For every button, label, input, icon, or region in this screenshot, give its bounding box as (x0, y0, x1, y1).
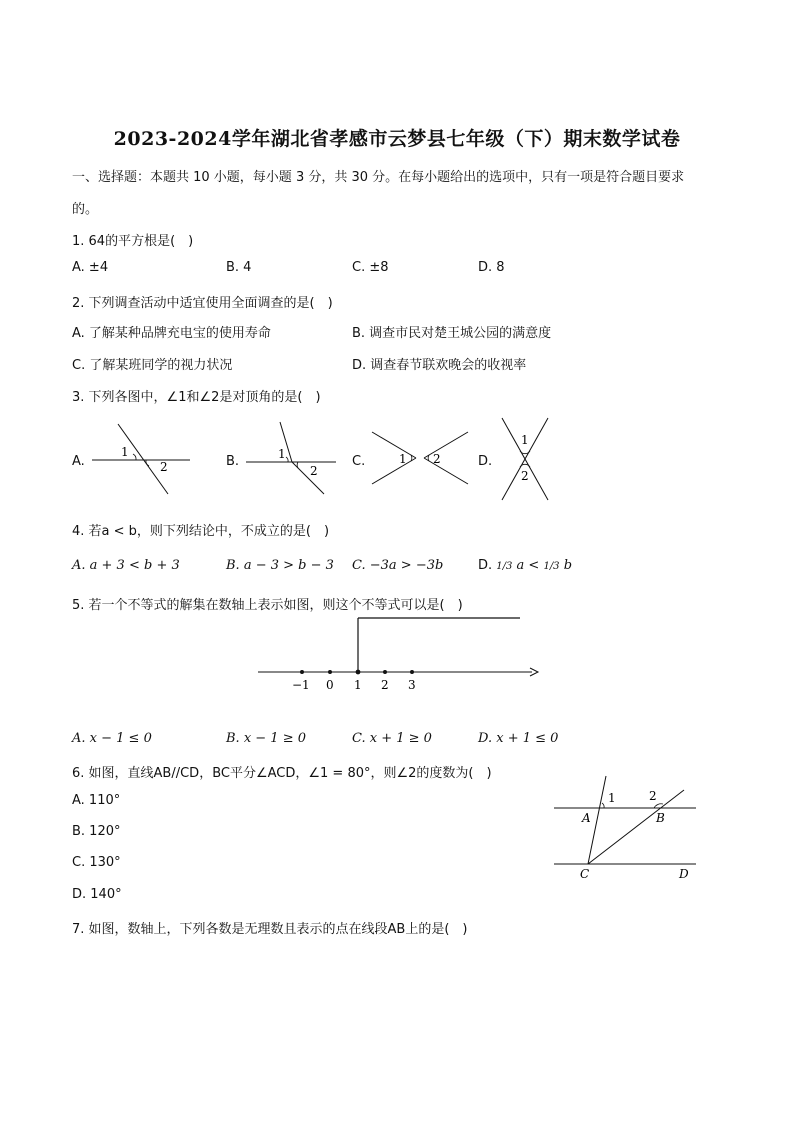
q2-option-a: A. 了解某种品牌充电宝的使用寿命 (72, 326, 271, 341)
q3-figure-d (496, 414, 556, 504)
q6-point-b-label: B (656, 811, 665, 825)
q1-option-b: B. 4 (226, 260, 252, 275)
q5-option-d: D. x + 1 ≤ 0 (478, 731, 559, 746)
q4-option-b: B. a − 3 > b − 3 (226, 558, 334, 573)
q7-stem: 7. 如图，数轴上，下列各数是无理数且表示的点在线段AB上的是( ) (72, 922, 468, 937)
q6-angle-1-label: 1 (608, 791, 616, 805)
q6-point-d-label: D (679, 867, 689, 881)
q6-point-c-label: C (580, 867, 590, 881)
q6-figure (548, 770, 704, 884)
q3c-angle-2-label: 2 (433, 452, 441, 466)
q1-option-c: C. ±8 (352, 260, 389, 275)
q5-tick-neg1: −1 (292, 678, 310, 692)
q3-option-c: C. (352, 454, 366, 469)
section-heading-line1: 一、选择题：本题共 10 小题，每小题 3 分，共 30 分。在每小题给出的选项中，只有一项是符合题目要求 (72, 170, 685, 185)
page-title: 2023-2024学年湖北省孝感市云梦县七年级（下）期末数学试卷 (113, 128, 681, 150)
q6-point-a-label: A (582, 811, 591, 825)
q3b-angle-2-label: 2 (310, 464, 318, 478)
section-heading-line2: 的。 (72, 202, 99, 217)
q2-stem: 2. 下列调查活动中适宜使用全面调查的是( ) (72, 296, 333, 311)
q3-figure-a (88, 418, 198, 498)
q1-option-d: D. 8 (478, 260, 505, 275)
q4-option-d-text-2: b (563, 558, 573, 573)
q5-option-a: A. x − 1 ≤ 0 (72, 731, 152, 746)
q5-stem: 5. 若一个不等式的解集在数轴上表示如图，则这个不等式可以是( ) (72, 598, 463, 613)
q4-option-d-fraction-2: 1/3 (543, 561, 560, 572)
q1-stem: 1. 64的平方根是( ) (72, 234, 194, 249)
q5-number-line (252, 610, 544, 694)
q4-option-c: C. −3a > −3b (352, 558, 444, 573)
q4-option-d-letter: D. (478, 558, 493, 573)
q3-option-a: A. (72, 454, 85, 469)
q3b-angle-1-label: 1 (278, 447, 286, 461)
q3-option-b: B. (226, 454, 240, 469)
q5-option-b: B. x − 1 ≥ 0 (226, 731, 307, 746)
q2-option-b: B. 调查市民对楚王城公园的满意度 (352, 326, 552, 341)
q1-option-a: A. ±4 (72, 260, 109, 275)
q3d-angle-2-label: 2 (521, 469, 529, 483)
q2-option-d: D. 调查春节联欢晚会的收视率 (352, 358, 527, 373)
q6-option-a: A. 110° (72, 793, 121, 808)
q5-tick-0: 0 (326, 678, 334, 692)
q5-tick-3: 3 (408, 678, 416, 692)
q6-stem: 6. 如图，直线AB//CD，BC平分∠ACD，∠1 = 80°，则∠2的度数为( ) (72, 766, 492, 781)
q4-option-d (478, 558, 572, 573)
q3-figure-b (242, 418, 342, 498)
q4-option-d-fraction-1: 1/3 (496, 561, 513, 572)
q4-stem: 4. 若a < b，则下列结论中，不成立的是( ) (72, 524, 330, 539)
q6-angle-2-label: 2 (649, 789, 657, 803)
q2-option-c: C. 了解某班同学的视力状况 (72, 358, 233, 373)
q4-option-a: A. a + 3 < b + 3 (72, 558, 180, 573)
q3a-angle-2-label: 2 (160, 460, 168, 474)
q3a-angle-1-label: 1 (121, 445, 129, 459)
q3-stem: 3. 下列各图中，∠1和∠2是对顶角的是( ) (72, 390, 321, 405)
q5-tick-1: 1 (354, 678, 362, 692)
q3-figure-c (368, 428, 472, 488)
q6-option-d: D. 140° (72, 887, 122, 902)
q3-option-d: D. (478, 454, 493, 469)
q5-tick-2: 2 (381, 678, 389, 692)
q3c-angle-1-label: 1 (399, 452, 407, 466)
q4-option-d-text-1: a < (516, 558, 540, 573)
q6-option-b: B. 120° (72, 824, 121, 839)
q6-option-c: C. 130° (72, 855, 121, 870)
q5-option-c: C. x + 1 ≥ 0 (352, 731, 432, 746)
q3d-angle-1-label: 1 (521, 433, 529, 447)
